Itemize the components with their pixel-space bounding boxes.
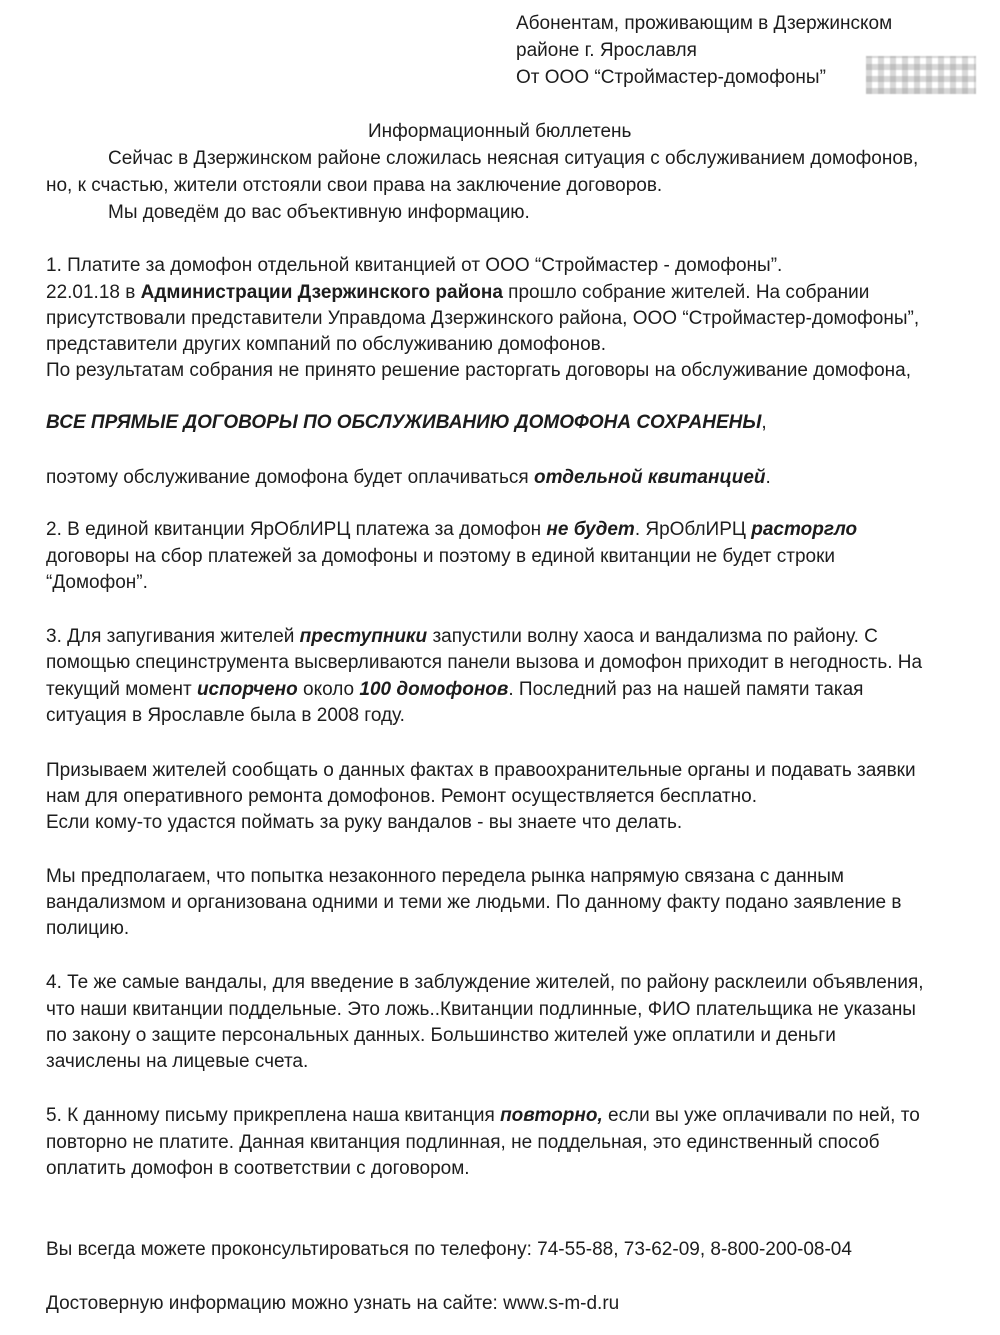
point-2-line [46,517,857,543]
text-span: 5. К данному письму прикреплена наша квитанция [46,1105,501,1126]
heading-text: ВСЕ ПРЯМЫЕ ДОГОВОРЫ ПО ОБСЛУЖИВАНИЮ ДОМОФОНА СОХРАНЕНЫ [46,412,762,433]
point-1-line: представители других компаний по обслуживанию домофонов. [46,334,607,355]
appeal-line: Если кому-то удастся поймать за руку вандалов - вы знаете что делать. [46,812,683,833]
intro-line: Мы доведём до вас объективную информацию. [108,202,530,223]
text-span: если вы уже оплачивали по ней, то [602,1105,920,1126]
intro-line: но, к счастью, жители отстояли свои права на заключение договоров. [46,175,663,196]
emphasis-span: повторно, [500,1105,603,1126]
point-5-line [46,1103,920,1129]
sender-line: От ООО “Строймастер-домофоны” [516,67,826,88]
point-3-line: помощью специнструмента высверливаются панели вызова и домофон приходит в негодность. На [46,652,923,673]
contact-website-line: Достоверную информацию можно узнать на сайте: www.s-m-d.ru [46,1293,620,1314]
text-span: 2. В единой квитанции ЯрОблИРЦ платежа за домофон [46,519,547,540]
emphasis-span: отдельной квитанцией [533,467,766,488]
text-span: поэтому обслуживание домофона будет оплачиваться [46,467,534,488]
text-span: . [765,467,771,488]
point-1-line: По результатам собрания не принято решение расторгать договоры на обслуживание домофона, [46,360,912,381]
point-4-line: что наши квитанции поддельные. Это ложь..Квитанции подлинные, ФИО плательщика не указаны [46,999,916,1020]
point-3-line [46,677,863,703]
emphasis-span: Администрации Дзержинского района [140,282,503,303]
emphasis-span: преступники [299,626,428,647]
point-1-line [46,280,869,306]
addressee-line: Абонентам, проживающим в Дзержинском [516,13,893,34]
point-1-conclusion [46,465,771,491]
assumption-line: полицию. [46,918,130,939]
emphasis-span: 100 домофонов [359,679,509,700]
text-span: прошло собрание жителей. На собрании [502,282,870,303]
highlight-heading [46,410,767,436]
point-3-line [46,624,878,650]
point-4-line: 4. Те же самые вандалы, для введение в заблуждение жителей, по району расклеили объявления, [46,972,924,993]
text-span: 3. Для запугивания жителей [46,626,300,647]
point-3-line: ситуация в Ярославле была в 2008 году. [46,705,405,726]
text-span: 22.01.18 в [46,282,141,303]
point-4-line: по закону о защите персональных данных. Большинство жителей уже оплатили и деньги [46,1025,836,1046]
emphasis-span: расторгло [751,519,858,540]
assumption-line: Мы предполагаем, что попытка незаконного передела рынка напрямую связана с данным [46,866,844,887]
text-span: около [297,679,360,700]
point-4-line: зачислены на лицевые счета. [46,1051,309,1072]
text-span: . ЯрОблИРЦ [634,519,752,540]
heading-tail: , [761,412,767,433]
emphasis-span: испорчено [196,679,298,700]
point-2-line: “Домофон”. [46,572,148,593]
document-title: Информационный бюллетень [368,121,632,142]
text-span: . Последний раз на нашей памяти такая [508,679,864,700]
point-5-line: оплатить домофон в соответствии с договором. [46,1158,470,1179]
point-2-line: договоры на сбор платежей за домофоны и поэтому в единой квитанции не будет строки [46,546,836,567]
redacted-signature [866,56,976,94]
contact-phone-line: Вы всегда можете проконсультироваться по телефону: 74-55-88, 73-62-09, 8-800-200-08-04 [46,1239,852,1260]
point-1-line: 1. Платите за домофон отдельной квитанцией от ООО “Строймастер - домофоны”. [46,255,783,276]
point-5-line: повторно не платите. Данная квитанция подлинная, не поддельная, это единственный способ [46,1132,880,1153]
text-span: текущий момент [46,679,197,700]
addressee-line: районе г. Ярославля [516,40,697,61]
text-span: запустили волну хаоса и вандализма по району. С [427,626,878,647]
point-1-line: присутствовали представители Управдома Дзержинского района, ООО “Строймастер-домофоны”, [46,308,920,329]
emphasis-span: не будет [546,519,635,540]
appeal-line: Призываем жителей сообщать о данных фактах в правоохранительные органы и подавать заявки [46,760,916,781]
assumption-line: вандализмом и организована одними и теми же людьми. По данному факту подано заявление в [46,892,902,913]
intro-line: Сейчас в Дзержинском районе сложилась неясная ситуация с обслуживанием домофонов, [108,148,919,169]
appeal-line: нам для оперативного ремонта домофонов. Ремонт осуществляется бесплатно. [46,786,757,807]
addressee-block [516,10,892,91]
